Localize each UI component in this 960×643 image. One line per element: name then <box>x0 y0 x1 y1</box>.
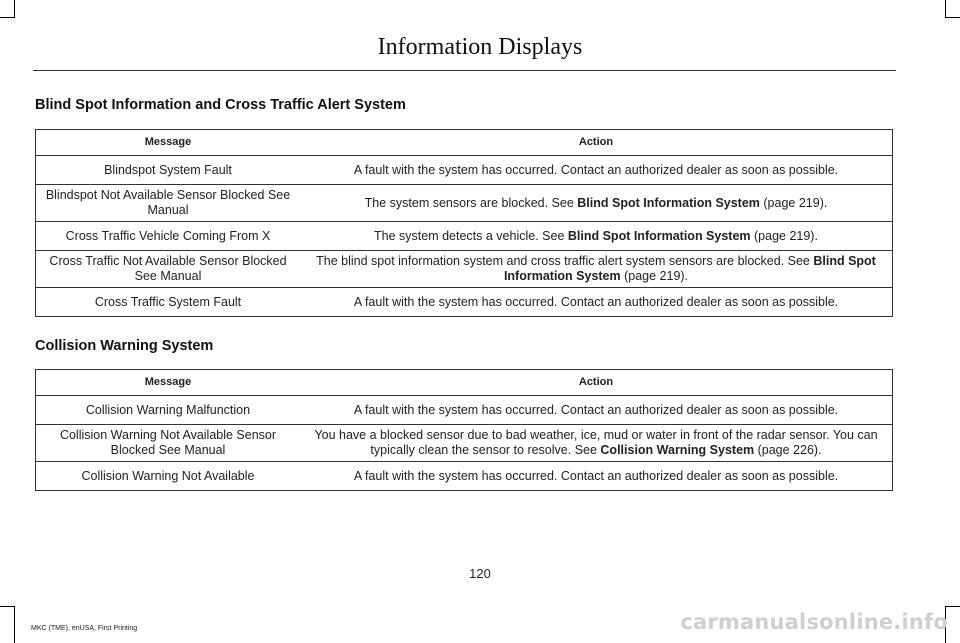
crop-mark <box>945 17 960 18</box>
table-row <box>36 251 893 288</box>
table-row <box>36 288 893 317</box>
cross-reference-link[interactable]: Blind Spot Information System <box>503 254 876 283</box>
page-reference: (page 219). <box>759 195 828 210</box>
action-text: The system detects a vehicle. See <box>374 228 568 243</box>
page-number: 120 <box>469 566 491 581</box>
crop-mark <box>945 606 960 607</box>
action-text: You have a blocked sensor due to bad weather, ice, mud or water in front of the radar sensor. You can typically clean the sensor to resolve. See <box>314 428 878 457</box>
message-cell: Collision Warning Malfunction <box>36 396 301 425</box>
cross-reference-link[interactable]: Blind Spot Information System <box>577 195 760 210</box>
crop-mark <box>0 606 15 607</box>
action-text: A fault with the system has occurred. Contact an authorized dealer as soon as possible. <box>353 162 839 177</box>
column-header-message: Message <box>36 130 301 156</box>
message-cell: Blindspot Not Available Sensor Blocked See Manual <box>36 185 301 222</box>
action-text: The blind spot information system and cross traffic alert system sensors are blocked. See <box>316 254 814 268</box>
section-title-collision-warning: Collision Warning System <box>35 338 214 354</box>
column-header-action: Action <box>300 370 893 396</box>
crop-mark <box>945 0 946 18</box>
action-text: A fault with the system has occurred. Contact an authorized dealer as soon as possible. <box>353 294 839 309</box>
crop-mark <box>0 17 15 18</box>
table-header-row <box>36 370 893 396</box>
blind-spot-messages-table <box>35 129 893 317</box>
action-cell <box>300 222 893 251</box>
message-cell: Collision Warning Not Available <box>36 462 301 491</box>
action-cell <box>300 462 893 491</box>
page-reference: (page 219). <box>620 269 689 283</box>
action-cell <box>300 288 893 317</box>
page-header-title: Information Displays <box>377 34 583 60</box>
collision-warning-messages-table <box>35 369 893 491</box>
table-row <box>36 222 893 251</box>
message-cell: Collision Warning Not Available Sensor Blocked See Manual <box>36 425 301 462</box>
action-text: A fault with the system has occurred. Contact an authorized dealer as soon as possible. <box>353 402 839 417</box>
message-cell: Blindspot System Fault <box>36 156 301 185</box>
action-text: The system sensors are blocked. See <box>364 195 578 210</box>
table-header-row <box>36 130 893 156</box>
watermark: carmanualsonline.info <box>680 610 948 634</box>
page-reference: (page 226). <box>754 443 822 457</box>
page-reference: (page 219). <box>750 228 818 243</box>
message-cell: Cross Traffic Not Available Sensor Blocked See Manual <box>36 251 301 288</box>
action-cell <box>300 425 893 462</box>
cross-reference-link[interactable]: Collision Warning System <box>600 443 755 457</box>
crop-mark <box>14 606 15 643</box>
action-cell <box>300 251 893 288</box>
action-cell <box>300 156 893 185</box>
message-cell: Cross Traffic Vehicle Coming From X <box>36 222 301 251</box>
table-row <box>36 185 893 222</box>
section-title-blind-spot: Blind Spot Information and Cross Traffic Alert System <box>35 97 406 113</box>
message-cell: Cross Traffic System Fault <box>36 288 301 317</box>
table-row <box>36 462 893 491</box>
action-cell <box>300 185 893 222</box>
table-row <box>36 396 893 425</box>
action-cell <box>300 396 893 425</box>
crop-mark <box>14 0 15 18</box>
action-text: A fault with the system has occurred. Contact an authorized dealer as soon as possible. <box>353 468 839 483</box>
edition-footer: MKC (TME), enUSA, First Printing <box>31 625 138 632</box>
header-rule <box>33 70 896 71</box>
column-header-message: Message <box>36 370 301 396</box>
column-header-action: Action <box>300 130 893 156</box>
table-row <box>36 425 893 462</box>
table-row <box>36 156 893 185</box>
cross-reference-link[interactable]: Blind Spot Information System <box>567 228 751 243</box>
